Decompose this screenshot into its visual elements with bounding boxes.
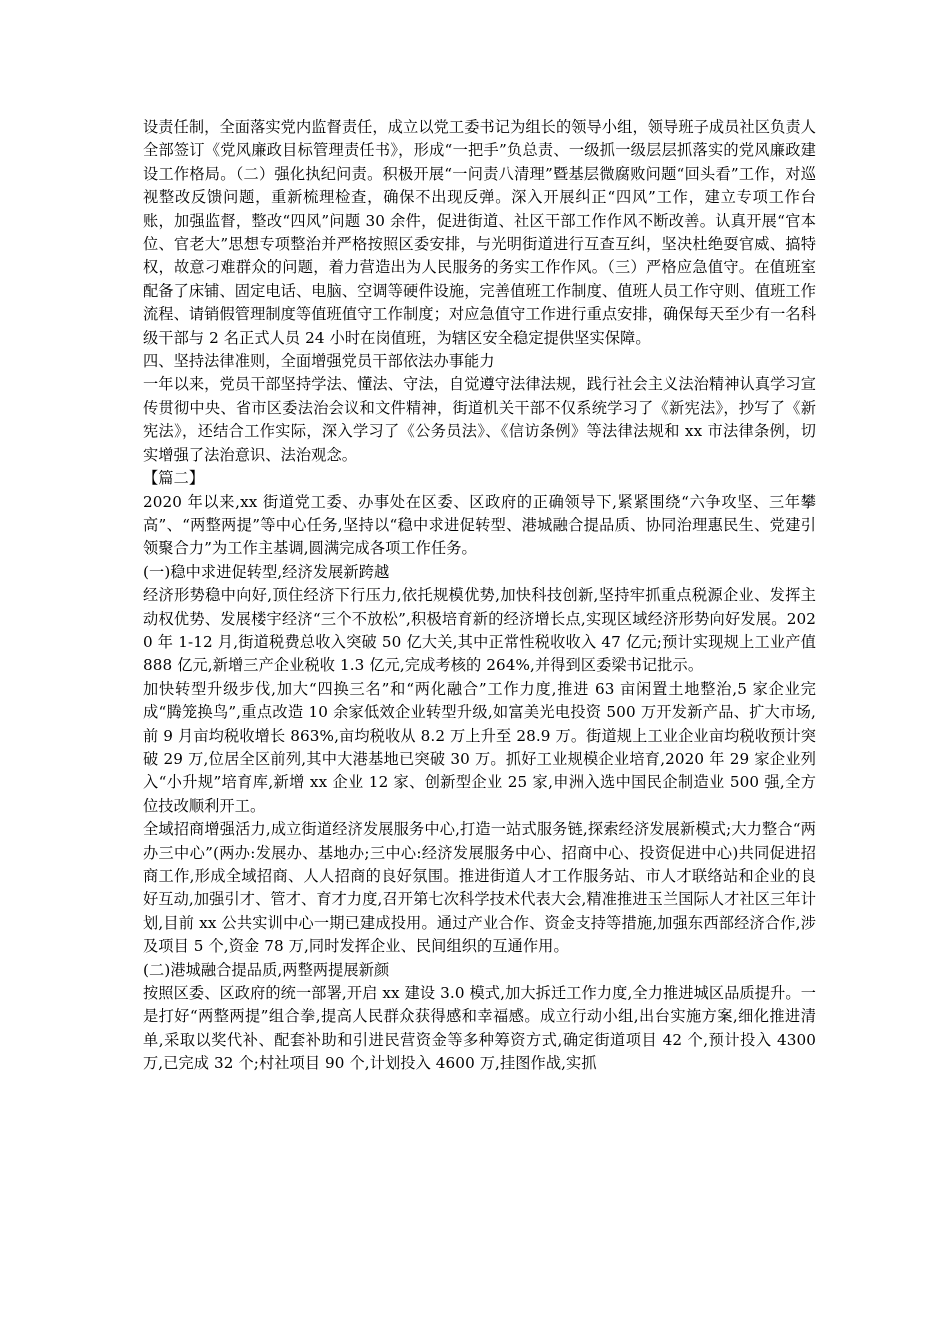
section-heading-economy: (一)稳中求进促转型,经济发展新跨越	[143, 562, 390, 581]
paragraph-law-study: 一年以来，党员干部坚持学法、懂法、守法，自觉遵守法律法规，践行社会主义法治精神认真学习宣传贯彻中央、省市区委法治会议和文件精神，街道机关干部不仅系统学习了《新宪法》，抄写了《新宪法》，还结合工作实际，深入学习了《公务员法》、《信访条例》等法律法规和 xx 市法律条例，切实增强了法治意识、法治观念。	[143, 375, 816, 464]
paragraph-accountability: 设责任制，全面落实党内监督责任，成立以党工委书记为组长的领导小组，领导班子成员社区负责人全部签订《党风廉政目标管理责任书》，形成“一把手”负总责、一级抓一级层层抓落实的党风廉政建设工作格局。（二）强化执纪问责。积极开展“一问责八清理”暨基层微腐败问题“回头看”工作，对巡视整改反馈问题，重新梳理检查，确保不出现反弹。深入开展纠正“四风”工作，建立专项工作台账，加强监督，整改“四风”问题 30 余件，促进街道、社区干部工作作风不断改善。认真开展“官本位、官老大”思想专项整治并严格按照区委安排，与光明街道进行互查互纠，坚决杜绝耍官威、搞特权，故意刁难群众的问题，着力营造出为人民服务的务实工作作风。（三）严格应急值守。在值班室配备了床铺、固定电话、电脑、空调等硬件设施，完善值班工作制度、值班人员工作守则、值班工作流程、请销假管理制度等值班值守工作制度；对应急值守工作进行重点安排，确保每天至少有一名科级干部与 2 名正式人员 24 小时在岗值班，为辖区安全稳定提供坚实保障。	[143, 118, 816, 347]
paragraph-transformation: 加快转型升级步伐,加大“四换三名”和“两化融合”工作力度,推进 63 亩闲置土地整治,5 家企业完成“腾笼换鸟”,重点改造 10 余家低效企业转型升级,如富美光电投资 500 万开发新产品、扩大市场,前 9 月亩均税收增长 863%,亩均税收从 8.2 万上升至 28.9 万。街道规上工业企业亩均税收预计突破 29 万,位居全区前列,其中大港基地已突破 30 万。抓好工业规模企业培育,2020 年 29 家企业列入“小升规”培育库,新增 xx 企业 12 家、创新型企业 25 家,申洲入选中国民企制造业 500 强,全方位技改顺利开工。	[143, 679, 816, 815]
paragraph-investment: 全域招商增强活力,成立街道经济发展服务中心,打造一站式服务链,探索经济发展新模式;大力整合“两办三中心”(两办:发展办、基地办;三中心:经济发展服务中心、招商中心、投资促进中心)共同促进招商工作,形成全域招商、人人招商的良好氛围。推进街道人才工作服务站、市人才联络站和企业的良好互动,加强引才、管才、育才力度,召开第七次科学技术代表大会,精准推进玉兰国际人才社区三年计划,目前 xx 公共实训中心一期已建成投用。通过产业合作、资金支持等措施,加强东西部经济合作,涉及项目 5 个,资金 78 万,同时发挥企业、民间组织的互通作用。	[143, 820, 816, 956]
paragraph-port-city: 按照区委、区政府的统一部署,开启 xx 建设 3.0 模式,加大拆迁工作力度,全力推进城区品质提升。一是打好“两整两提”组合拳,提高人民群众获得感和幸福感。成立行动小组,出台实施方案,细化推进清单,采取以奖代补、配套补助和引进民营资金等多种筹资方式,确定街道项目 42 个,预计投入 4300 万,已完成 32 个;村社项目 90 个,计划投入 4600 万,挂图作战,实抓	[143, 984, 816, 1073]
chapter-heading-part-two: 【篇二】	[143, 469, 205, 488]
section-heading-port-city: (二)港城融合提品质,两整两提展新颜	[143, 960, 390, 979]
document-page	[143, 116, 816, 1076]
paragraph-intro-2020: 2020 年以来,xx 街道党工委、办事处在区委、区政府的正确领导下,紧紧围绕“六争攻坚、三年攀高”、“两整两提”等中心任务,坚持以“稳中求进促转型、港城融合提品质、协同治理惠民生、党建引领聚合力”为工作主基调,圆满完成各项工作任务。	[143, 492, 816, 558]
paragraph-economy-situation: 经济形势稳中向好,顶住经济下行压力,依托规模优势,加快科技创新,坚持牢抓重点税源企业、发挥主动权优势、发展楼宇经济“三个不放松”,积极培育新的经济增长点,实现区域经济形势向好发展。2020 年 1-12 月,街道税费总收入突破 50 亿大关,其中正常性税收收入 47 亿元;预计实现规上工业产值 888 亿元,新增三产企业税收 1.3 亿元,完成考核的 264%,并得到区委梁书记批示。	[143, 586, 816, 675]
section-heading-law: 四、坚持法律准则，全面增强党员干部依法办事能力	[143, 352, 495, 371]
